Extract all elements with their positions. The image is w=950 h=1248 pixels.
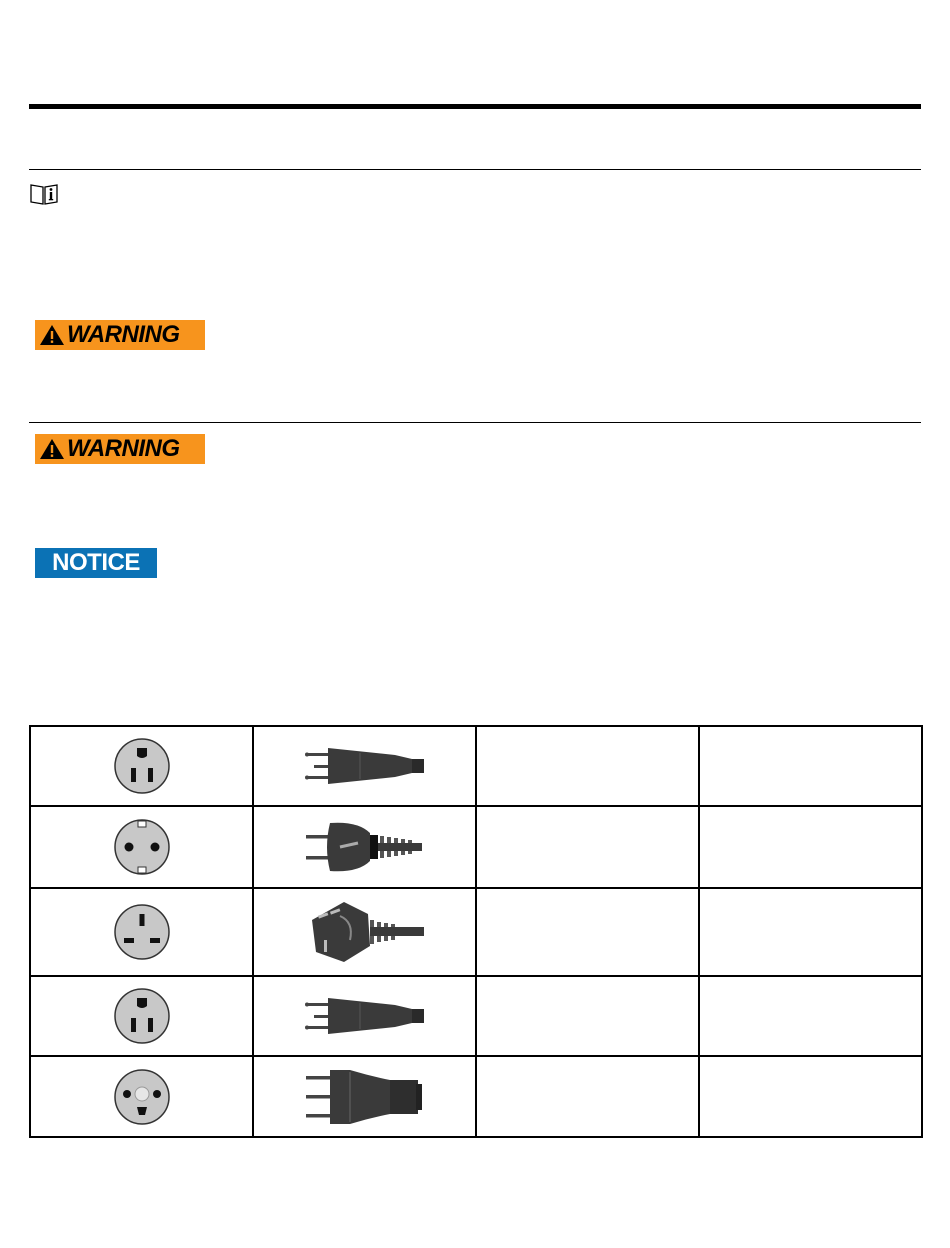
empty-cell xyxy=(476,726,699,806)
alert-triangle-icon xyxy=(39,438,65,460)
outlet-type-1-icon xyxy=(112,736,172,796)
empty-cell xyxy=(699,888,922,976)
plug-cell xyxy=(253,806,476,888)
table-row xyxy=(30,888,922,976)
plug-type-1-icon xyxy=(300,741,430,791)
outlet-type-4-icon xyxy=(112,986,172,1046)
table-row xyxy=(30,806,922,888)
plug-type-2-icon xyxy=(300,819,430,875)
plug-type-5-icon xyxy=(300,1066,430,1128)
plug-type-4-icon xyxy=(300,991,430,1041)
section-rule-middle xyxy=(29,422,921,423)
plug-cell xyxy=(253,726,476,806)
outlet-cell xyxy=(30,1056,253,1137)
empty-cell xyxy=(699,806,922,888)
read-manual-icon xyxy=(29,182,59,206)
table-row xyxy=(30,976,922,1056)
plug-type-3-icon xyxy=(300,896,430,968)
plug-cell xyxy=(253,1056,476,1137)
empty-cell xyxy=(476,976,699,1056)
outlet-cell xyxy=(30,888,253,976)
header-rule xyxy=(29,104,921,109)
outlet-type-5-icon xyxy=(112,1067,172,1127)
outlet-type-3-icon xyxy=(112,902,172,962)
empty-cell xyxy=(699,1056,922,1137)
table-row xyxy=(30,726,922,806)
empty-cell xyxy=(699,976,922,1056)
outlet-cell xyxy=(30,976,253,1056)
warning-label-1: WARNING xyxy=(67,321,180,348)
warning-label-2: WARNING xyxy=(67,435,180,462)
outlet-cell xyxy=(30,806,253,888)
empty-cell xyxy=(476,1056,699,1137)
outlet-cell xyxy=(30,726,253,806)
empty-cell xyxy=(476,806,699,888)
notice-badge xyxy=(35,548,157,578)
plug-cell xyxy=(253,976,476,1056)
alert-triangle-icon xyxy=(39,324,65,346)
empty-cell xyxy=(476,888,699,976)
table-row xyxy=(30,1056,922,1137)
empty-cell xyxy=(699,726,922,806)
plug-cell xyxy=(253,888,476,976)
section-rule-top xyxy=(29,169,921,170)
notice-label: NOTICE xyxy=(52,549,140,576)
plug-outlet-table xyxy=(29,725,923,1138)
outlet-type-2-icon xyxy=(112,817,172,877)
warning-badge-1 xyxy=(35,320,205,350)
warning-badge-2 xyxy=(35,434,205,464)
